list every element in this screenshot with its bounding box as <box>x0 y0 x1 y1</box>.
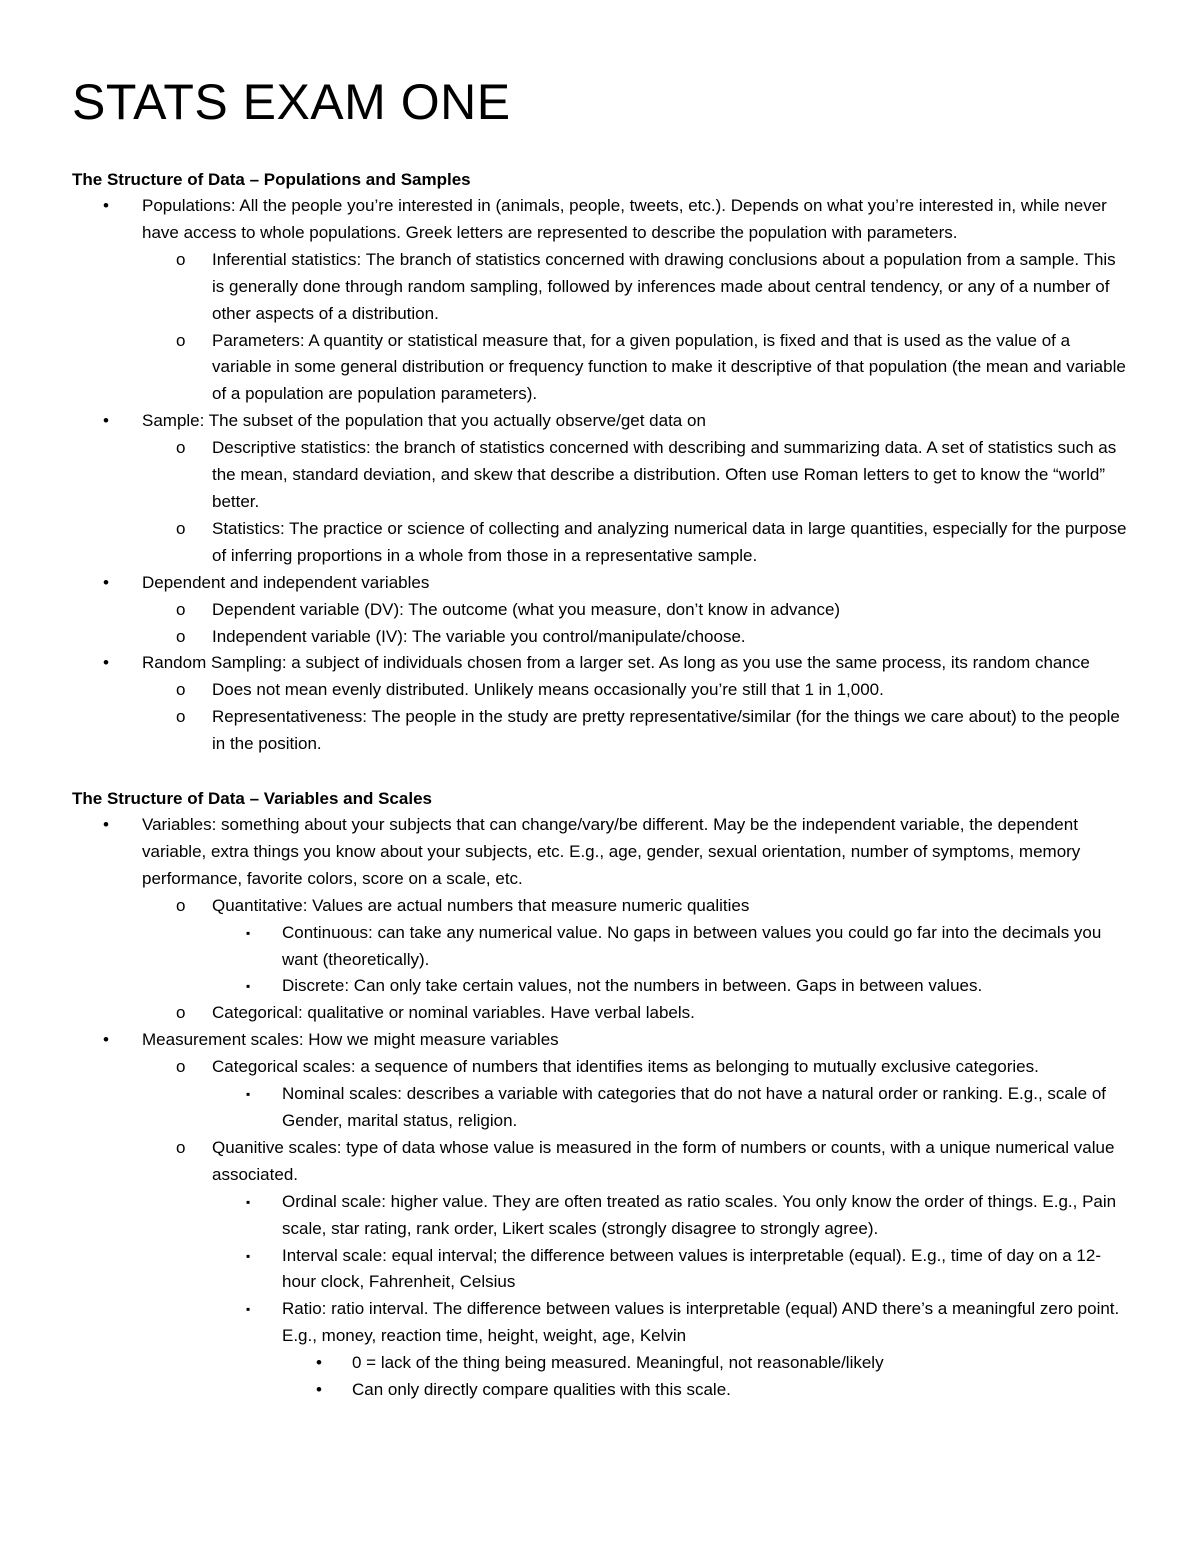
item-text: Sample: The subset of the population that you actually observe/get data on <box>142 411 706 431</box>
list-item <box>142 597 1130 624</box>
list-item <box>282 1350 1130 1377</box>
sublist <box>212 920 1130 1001</box>
sublist <box>212 1189 1130 1404</box>
item-text: Random Sampling: a subject of individuals chosen from a larger set. As long as you use the same process, its random chance <box>142 653 1090 673</box>
item-text: Continuous: can take any numerical value. No gaps in between values you could go far into the decimals you want (theoretically). <box>282 922 1102 969</box>
item-text: Categorical: qualitative or nominal variables. Have verbal labels. <box>212 1003 695 1023</box>
bullet-disc-icon: • <box>103 572 109 592</box>
item-text: Populations: All the people you’re interested in (animals, people, tweets, etc.). Depends on what you’re interested in, while never have access to whole populations. Greek letters are represented to describe the population with parameters. <box>142 196 1107 242</box>
list-item <box>142 516 1130 570</box>
item-text: 0 = lack of the thing being measured. Meaningful, not reasonable/likely <box>352 1353 884 1373</box>
document-page <box>72 72 1130 1404</box>
bullet-circle-icon: o <box>176 1137 186 1157</box>
list-item <box>72 570 1130 651</box>
list-item <box>142 677 1130 704</box>
section-heading-populations-samples: The Structure of Data – Populations and Samples <box>72 170 471 189</box>
bullet-circle-icon: o <box>176 599 186 619</box>
item-text: Ratio: ratio interval. The difference between values is interpretable (equal) AND there’s a meaningful zero point. E.g., money, reaction time, height, weight, age, Kelvin <box>282 1299 1120 1346</box>
bullet-circle-icon: o <box>176 1057 186 1077</box>
item-text: Discrete: Can only take certain values, not the numbers in between. Gaps in between values. <box>282 976 983 996</box>
list-item <box>142 704 1130 758</box>
list-item <box>212 1189 1130 1243</box>
list-item <box>142 893 1130 1001</box>
item-text: Dependent variable (DV): The outcome (what you measure, don’t know in advance) <box>212 599 841 619</box>
bullet-square-icon: ▪ <box>246 1087 251 1102</box>
item-text: Nominal scales: describes a variable with categories that do not have a natural order or ranking. E.g., scale of Gender, marital status, religion. <box>282 1084 1106 1130</box>
item-text: Categorical scales: a sequence of numbers that identifies items as belonging to mutually exclusive categories. <box>212 1057 1039 1077</box>
bullet-disc-icon: • <box>316 1353 322 1373</box>
bullet-disc-icon: • <box>103 815 109 835</box>
sublist <box>142 893 1130 1028</box>
section-heading-variables-scales: The Structure of Data – Variables and Scales <box>72 789 432 809</box>
item-text: Statistics: The practice or science of collecting and analyzing numerical data in large quantities, especially for the purpose of inferring proportions in a whole from those in a representative sample. <box>212 518 1127 565</box>
item-text: Quantitative: Values are actual numbers that measure numeric qualities <box>212 895 750 915</box>
list-item <box>142 328 1130 409</box>
bullet-disc-icon: • <box>103 1030 109 1050</box>
bullet-circle-icon: o <box>176 895 186 915</box>
document-title: STATS EXAM ONE <box>72 74 511 130</box>
list-item <box>72 812 1130 1027</box>
list-item <box>72 650 1130 758</box>
list-item <box>72 193 1130 408</box>
list-item <box>212 1296 1130 1404</box>
bullet-square-icon: ▪ <box>246 925 251 940</box>
item-text: Quanitive scales: type of data whose value is measured in the form of numbers or counts, with a unique numerical value associated. <box>212 1137 1115 1184</box>
section-gap <box>72 758 1130 785</box>
item-text: Representativeness: The people in the study are pretty representative/similar (for the things we care about) to the people in the position. <box>212 707 1120 754</box>
list-item <box>212 1081 1130 1135</box>
bullet-square-icon: ▪ <box>246 1248 251 1263</box>
bullet-circle-icon: o <box>176 330 186 350</box>
item-text: Can only directly compare qualities with this scale. <box>352 1380 731 1400</box>
list-item <box>142 1135 1130 1404</box>
list-item <box>212 920 1130 974</box>
bullet-disc-icon: • <box>103 196 109 215</box>
item-text: Measurement scales: How we might measure variables <box>142 1030 559 1050</box>
list-item <box>72 408 1130 569</box>
bullet-disc-icon: • <box>103 653 109 673</box>
section1-list <box>72 193 1130 758</box>
item-text: Does not mean evenly distributed. Unlikely means occasionally you’re still that 1 in 1,000. <box>212 680 884 700</box>
bullet-circle-icon: o <box>176 1003 186 1023</box>
list-item <box>282 1377 1130 1404</box>
sublist <box>142 435 1130 570</box>
sublist <box>282 1350 1130 1404</box>
item-text: Parameters: A quantity or statistical measure that, for a given population, is fixed and that is used as the value of a variable in some general distribution or frequency function to make it descriptive of that population (the mean and variable of a population are population parameters). <box>212 330 1126 404</box>
bullet-circle-icon: o <box>176 438 186 458</box>
sublist <box>142 247 1130 408</box>
list-item <box>142 1054 1130 1135</box>
bullet-square-icon: ▪ <box>246 979 251 994</box>
item-text: Dependent and independent variables <box>142 572 430 592</box>
bullet-circle-icon: o <box>176 707 186 727</box>
list-item <box>142 435 1130 516</box>
item-text: Independent variable (IV): The variable you control/manipulate/choose. <box>212 626 746 646</box>
list-item <box>212 1243 1130 1297</box>
sublist <box>212 1081 1130 1135</box>
list-item <box>72 1027 1130 1404</box>
bullet-square-icon: ▪ <box>246 1302 251 1317</box>
list-item <box>212 973 1130 1000</box>
bullet-square-icon: ▪ <box>246 1194 251 1209</box>
sublist <box>142 597 1130 651</box>
bullet-circle-icon: o <box>176 249 186 269</box>
bullet-disc-icon: • <box>103 411 109 431</box>
item-text: Variables: something about your subjects that can change/vary/be different. May be the independent variable, the dependent variable, extra things you know about your subjects, etc. E.g., age, gender, sexual orientation, number of symptoms, memory performance, favorite colors, score on a scale, etc. <box>142 815 1081 888</box>
item-text: Descriptive statistics: the branch of statistics concerned with describing and summarizing data. A set of statistics such as the mean, standard deviation, and skew that describe a distribution. Often use Roman letters to get to know the “world” better. <box>212 438 1117 511</box>
sublist <box>142 677 1130 758</box>
bullet-circle-icon: o <box>176 518 186 538</box>
list-item <box>142 624 1130 651</box>
list-item <box>142 1000 1130 1027</box>
item-text: Ordinal scale: higher value. They are often treated as ratio scales. You only know the order of things. E.g., Pain scale, star rating, rank order, Likert scales (strongly disagree to strongly agree). <box>282 1191 1117 1238</box>
item-text: Interval scale: equal interval; the difference between values is interpretable (equal). E.g., time of day on a 12-hour clock, Fahrenheit, Celsius <box>282 1245 1101 1292</box>
bullet-disc-icon: • <box>316 1380 322 1400</box>
sublist <box>142 1054 1130 1404</box>
list-item <box>142 247 1130 328</box>
item-text: Inferential statistics: The branch of statistics concerned with drawing conclusions about a population from a sample. This is generally done through random sampling, followed by inferences made about central tendency, or any of a number of other aspects of a distribution. <box>212 249 1116 323</box>
bullet-circle-icon: o <box>176 626 186 646</box>
section2-list <box>72 812 1130 1404</box>
bullet-circle-icon: o <box>176 680 186 700</box>
